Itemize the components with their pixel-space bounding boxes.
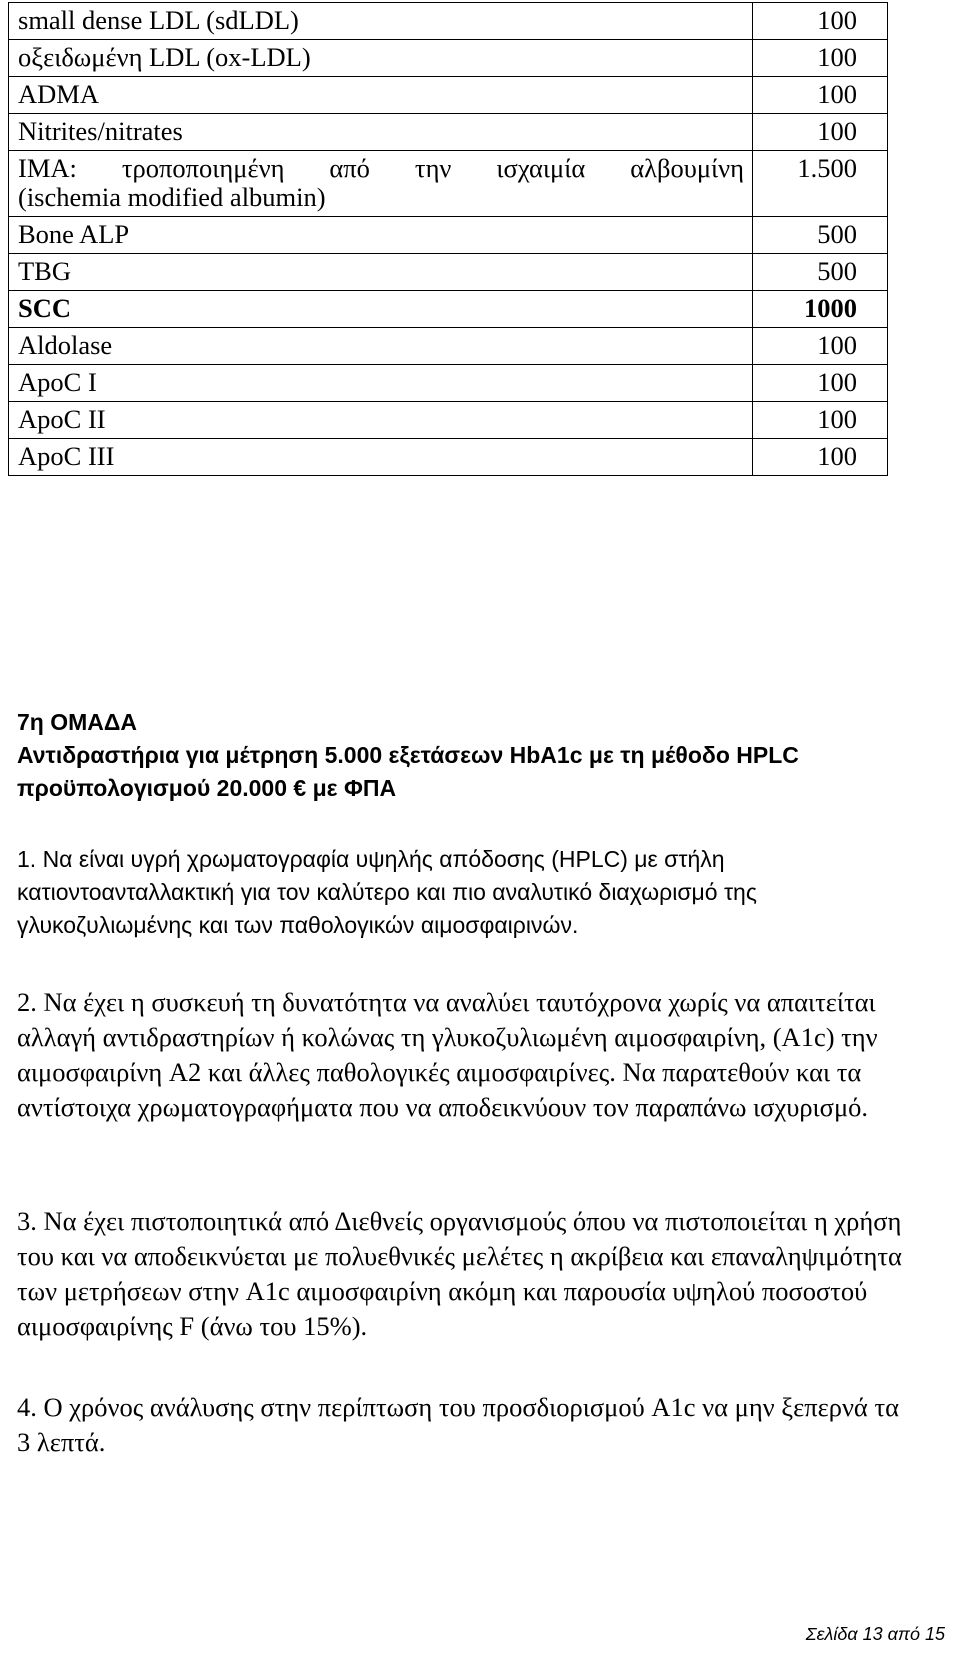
table-row xyxy=(9,114,888,151)
table-row xyxy=(9,365,888,402)
item-name: Bone ALP xyxy=(9,217,753,254)
item-quantity: 100 xyxy=(753,328,888,365)
item-quantity: 100 xyxy=(753,114,888,151)
item-name: ADMA xyxy=(9,77,753,114)
page-number: Σελίδα 13 από 15 xyxy=(805,1624,945,1644)
group-header xyxy=(17,706,937,805)
table-row xyxy=(9,217,888,254)
item-name: small dense LDL (sdLDL) xyxy=(9,3,753,40)
group-budget-amount: προϋπολογισμού 20.000 xyxy=(17,775,288,801)
items-table xyxy=(8,2,888,476)
item-name: Nitrites/nitrates xyxy=(9,114,753,151)
item-name: οξειδωμένη LDL (ox-LDL) xyxy=(9,40,753,77)
euro-symbol: € xyxy=(293,775,307,801)
item-name: ApoC I xyxy=(9,365,753,402)
table-row xyxy=(9,291,888,328)
item-name: ApoC III xyxy=(9,439,753,476)
item-name-line: IMA: τροποποιημένη από την ισχαιμία αλβουμίνη xyxy=(18,153,744,183)
table-row xyxy=(9,40,888,77)
item-quantity: 500 xyxy=(753,254,888,291)
item-name: Aldolase xyxy=(9,328,753,365)
item-name-line: (ischemia modified albumin) xyxy=(18,182,326,212)
item-quantity: 1.500 xyxy=(753,151,888,217)
item-quantity: 100 xyxy=(753,40,888,77)
table-row xyxy=(9,151,888,217)
group-title: 7η ΟΜΑΔΑ xyxy=(17,709,138,735)
item-quantity: 100 xyxy=(753,365,888,402)
item-name xyxy=(9,151,753,217)
table-row xyxy=(9,3,888,40)
paragraph-2: 2. Να έχει η συσκευή τη δυνατότητα να αναλύει ταυτόχρονα χωρίς να απαιτείται αλλαγή αντιδραστηρίων ή κολώνας τη γλυκοζυλιωμένη αιμοσφαιρίνη, (A1c) την αιμοσφαιρίνη A2 και άλλες παθολογικές αιμοσφαιρίνες. Να παρατεθούν και τα αντίστοιχα χρωματογραφήματα που να αποδεικνύουν τον παραπάνω ισχυρισμό. xyxy=(17,987,878,1122)
table-row xyxy=(9,439,888,476)
item-quantity: 1000 xyxy=(753,291,888,328)
item-quantity: 100 xyxy=(753,3,888,40)
item-quantity: 100 xyxy=(753,77,888,114)
table-row xyxy=(9,328,888,365)
item-name: ApoC II xyxy=(9,402,753,439)
table-row xyxy=(9,77,888,114)
group-budget xyxy=(17,772,937,805)
table-row xyxy=(9,402,888,439)
item-quantity: 100 xyxy=(753,402,888,439)
paragraph-3: 3. Να έχει πιστοποιητικά από Διεθνείς οργανισμούς όπου να πιστοποιείται η χρήση του και να αποδεικνύεται με πολυεθνικές μελέτες η ακρίβεια και επαναληψιμότητα των μετρήσεων στην A1c αιμοσφαιρίνη ακόμη και παρουσία υψηλού ποσοστού αιμοσφαιρίνης F (άνω του 15%). xyxy=(17,1206,902,1341)
item-name: TBG xyxy=(9,254,753,291)
item-quantity: 100 xyxy=(753,439,888,476)
paragraph-1: 1. Να είναι υγρή χρωματογραφία υψηλής απόδοσης (HPLC) με στήλη κατιοντοανταλλακτική για τον καλύτερο και πιο αναλυτικό διαχωρισμό της γλυκοζυλιωμένης και των παθολογικών αιμοσφαιρινών. xyxy=(17,846,757,938)
table-row xyxy=(9,254,888,291)
paragraph-4: 4. Ο χρόνος ανάλυσης στην περίπτωση του προσδιορισμού A1c να μην ξεπερνά τα 3 λεπτά. xyxy=(17,1392,899,1457)
group-description: Αντιδραστήρια για μέτρηση 5.000 εξετάσεων HbA1c με τη μέθοδο HPLC xyxy=(17,742,799,768)
group-budget-vat: με ΦΠΑ xyxy=(312,775,397,801)
item-name: SCC xyxy=(9,291,753,328)
item-quantity: 500 xyxy=(753,217,888,254)
